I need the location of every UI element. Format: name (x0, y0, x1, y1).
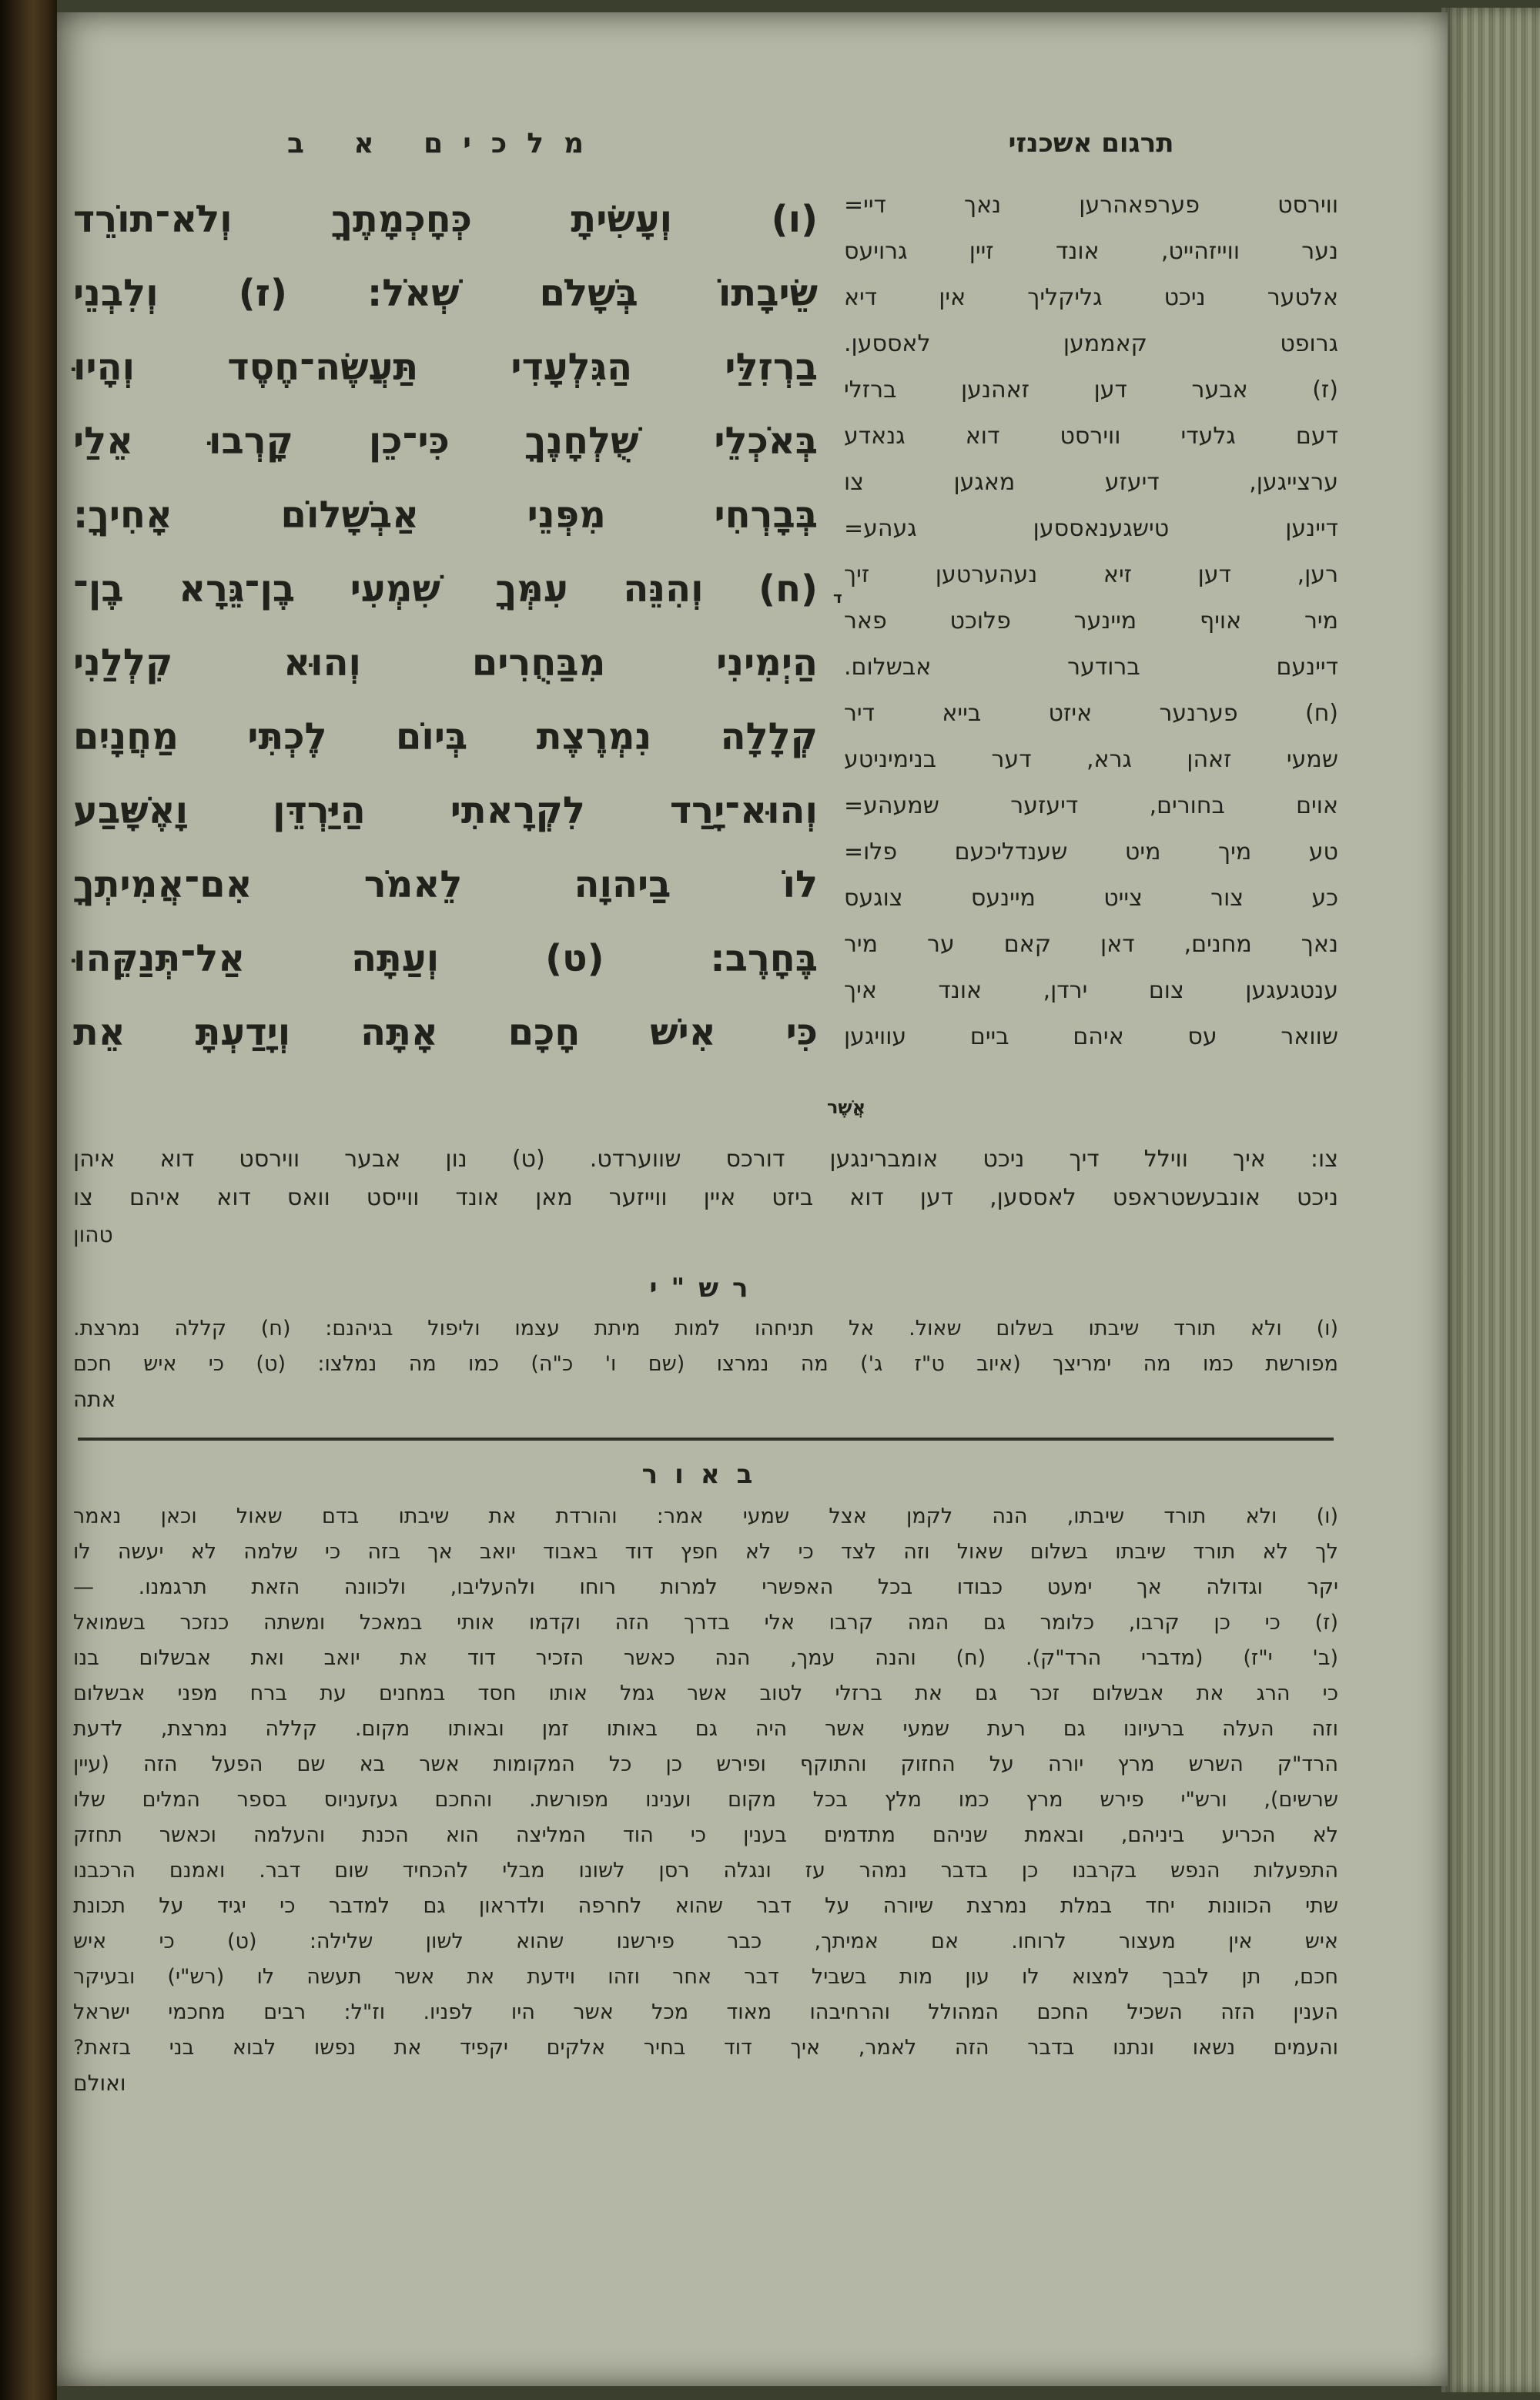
bible-verse-line: שֵׂיבָתוֹ בְּשָׁלֹם שְׁאֹל: (ז) וְלִבְנֵי (73, 272, 818, 315)
bible-verse-line: בַרְזִלַּי הַגִּלְעָדִי תַּעֲשֶׂה־חֶסֶד וְהָיוּ (73, 346, 818, 389)
rashi-last-word: אתה (73, 1387, 116, 1412)
targum-line: מיר אויף מיינער פלוכט פאר (844, 608, 1338, 634)
text-columns (73, 182, 1338, 1069)
targum-line: שוואר עס איהם ביים עוויגען (844, 1023, 1338, 1050)
targum-column-title: תרגום אשכנזי (1008, 128, 1174, 159)
targum-line: כע צור צייט מיינעס צוגעס (844, 885, 1338, 912)
targum-line: דיינעם ברודער אבשלום. (844, 654, 1338, 681)
targum-line: אלטער ניכט גליקליך אין דיא (844, 284, 1338, 311)
biur-line: איש אין מעצור לרוחו. אם אמיתך, כבר פירשנו שהוא לשון שלילה: (ט) כי איש (73, 1930, 1338, 1953)
bible-verse-line: בְּבָרְחִי מִפְּנֵי אַבְשָׁלוֹם אָחִיךָ: (73, 494, 818, 537)
targum-line: ווירסט פערפאהרען נאך דיי= (844, 192, 1338, 219)
biur-line: יקר וגדולה אך ימעט כבודו בכל האפשרי למרות רוחו ולהעליבו, ולכוונה הזאת תרגמנו. — (73, 1575, 1338, 1599)
bible-catchword: אֲשֶׁר (826, 1096, 866, 1118)
biur-line: שתי הכוונות יחד במלת נמרצת שיורה על דבר שהוא לחרפה ולדראון גם למדבר כי יגיד על תכונת (73, 1894, 1338, 1918)
biur-line: (ז) כי כן קרבו, כלומר גם המה קרבו אלי בדרך הזה וקדמו אותי במאכל ומשתה כנזכר בשמואל (73, 1611, 1338, 1635)
rashi-line: מפורשת כמו מה ימריצך (איוב ט"ז ג') מה נמרצו (שם ו' כ"ה) כמו מה נמלצו: (ט) כי איש חכם (73, 1352, 1338, 1376)
stacked-page-edges (1441, 8, 1540, 2392)
biur-line: (ו) ולא תורד שיבתו, הנה לקמן אצל שמעי אמר: והורדת את שיבתו בדם שאול וכאן נאמר (73, 1505, 1338, 1528)
marginal-letter: ד (833, 588, 842, 607)
targum-line: (ח) פערנער איזט בייא דיר (844, 700, 1338, 727)
scanned-page (57, 12, 1448, 2386)
bible-verse-line: קְלָלָה נִמְרֶצֶת בְּיוֹם לֶכְתִּי מַחֲנָיִם (73, 715, 818, 758)
targum-continuation-line: ניכט אונבעשטראפט לאססען, דען דוא ביזט איין ווייזער מאן אונד ווייסט וואס דוא איהם צו (73, 1184, 1338, 1211)
bible-verse-line: לוֹ בַיהוָה לֵאמֹר אִם־אֲמִיתְךָ (73, 863, 818, 906)
biur-line: שרשים), ורש"י פירש מרץ כמו מלץ בכל מקום וענינו מפורשת. והחכם געזעניוס בספר המלים שלו (73, 1788, 1338, 1812)
biur-commentary (73, 1499, 1338, 2066)
bible-verse-line: הַיְמִינִי מִבַּחֻרִים וְהוּא קִלְלַנִי (73, 641, 818, 685)
bible-verse-line: (ח) וְהִנֵּה עִמְּךָ שִׁמְעִי בֶן־גֵּרָא בֶן־ (73, 567, 818, 611)
biur-line: הרד"ק השרש מרץ יורה על החזוק והתוקף ופירש כן כל המקומות אשר בא שם הפעל הזה (עיין (73, 1752, 1338, 1776)
targum-line: ערצייגען, דיעזע מאגען צו (844, 469, 1338, 496)
page-header (73, 128, 1338, 159)
targum-line: ענטגעגען צום ירדן, אונד איך (844, 977, 1338, 1004)
targum-line: טע מיך מיט שענדליכעם פלו= (844, 838, 1338, 865)
targum-line: נער ווייזהייט, אונד זיין גרויעס (844, 238, 1338, 265)
targum-line: שמעי זאהן גרא, דער בנימיניטע (844, 746, 1338, 773)
biur-last-word: ואולם (73, 2070, 126, 2096)
targum-line: דיינען טישגענאססען געהע= (844, 515, 1338, 542)
targum-line: נאך מחנים, דאן קאם ער מיר (844, 931, 1338, 958)
biur-line: והעמים נשאו ונתנו בדבר הזה לאמר, איך דוד בחיר אלקים יקפיד את נפשו לבוא בני בזאת? (73, 2036, 1338, 2060)
bible-verse-line: בֶּחָרֶב: (ט) וְעַתָּה אַל־תְּנַקֵּהוּ (73, 937, 818, 980)
targum-continuation-line: צו: איך ווילל דיך ניכט אומברינגען דורכס שווערדט. (ט) נון אבער ווירסט דוא איהן (73, 1146, 1338, 1173)
biur-line: (ב' י"ז) (מדברי הרד"ק). (ח) והנה עמך, הנה כאשר הזכיר דוד את יואב ואת אבשלום בנו (73, 1646, 1338, 1670)
bible-verse-line: וְהוּא־יָרַד לִקְרָאתִי הַיַּרְדֵּן וָאֶשָּׁבַע (73, 789, 818, 832)
targum-column (844, 182, 1338, 1069)
targum-line: דעם גלעדי ווירסט דוא גנאדע (844, 423, 1338, 450)
targum-continuation (73, 1140, 1338, 1217)
page-content (57, 12, 1448, 2386)
rashi-section-title: רש"י (649, 1273, 762, 1304)
biur-line: הענין הזה השכיל החכם המהולל והרחיבהו מאוד מכל אשר היו לפניו. וז"ל: רבים מחכמי ישראל (73, 2000, 1338, 2024)
section-divider-rule (78, 1438, 1334, 1441)
targum-line: אוים בחורים, דיעזער שמעהע= (844, 792, 1338, 819)
book-spine (0, 0, 57, 2400)
biur-line: לך לא תורד שיבתו בשלום שאול וזה לצד כי לא חפץ דוד באבוד יואב אך בזה כי שלמה לא יעשה לו (73, 1540, 1338, 1564)
bible-column (73, 182, 818, 1069)
bible-verse-line: כִּי אִישׁ חָכָם אָתָּה וְיָדַעְתָּ אֵת (73, 1011, 818, 1054)
targum-last-word: טהון (73, 1222, 113, 1247)
biur-line: כי הרג את אבשלום זכר גם את ברזלי לטוב אשר גמל אותו חסד במחנים עת ברח מפני אבשלום (73, 1682, 1338, 1705)
rashi-line: (ו) ולא תורד שיבתו בשלום שאול. אל תניחהו למות מיתת עצמו וליפול בגיהנם: (ח) קללה נמרצת. (73, 1317, 1338, 1341)
biur-line: התפעלות הנפש בקרבנו כן בדבר נמהר עז ונגלה רסן לשונו מבלי להכחיד שום דבר. ואמנם הרכבנו (73, 1859, 1338, 1883)
targum-line: גרופט קאממען לאססען. (844, 330, 1338, 357)
bible-verse-line: (ו) וְעָשִׂיתָ כְּחָכְמָתֶךָ וְלֹא־תוֹרֵד (73, 198, 818, 241)
targum-line: רען, דען זיא נעהערטען זיך (844, 561, 1338, 588)
biur-line: חכם, תן לבבך למצוא לו עון מות בשביל דבר אחר וזהו וידעת את אשר תעשה לו (רש"י) ובעיקר (73, 1965, 1338, 1989)
biur-line: לא הכריע ביניהם, ובאמת שניהם מתדמים בענין כי הוד המליצה הוא הכנת והעלמה וכאשר תחזק (73, 1823, 1338, 1847)
biur-section-title: באור (641, 1459, 770, 1490)
rashi-commentary (73, 1311, 1338, 1382)
book-chapter-title: מלכים א ב (286, 128, 604, 159)
bible-verse-line: בְּאֹכְלֵי שֻׁלְחָנֶךָ כִּי־כֵן קָרְבוּ אֵלַי (73, 420, 818, 463)
targum-line: (ז) אבער דען זאהנען ברזלי (844, 377, 1338, 403)
biur-line: וזה העלה ברעיונו גם רעת שמעי אשר היה גם באותו זמן ובאותו מקום. קללה נמרצת, לדעת (73, 1717, 1338, 1741)
